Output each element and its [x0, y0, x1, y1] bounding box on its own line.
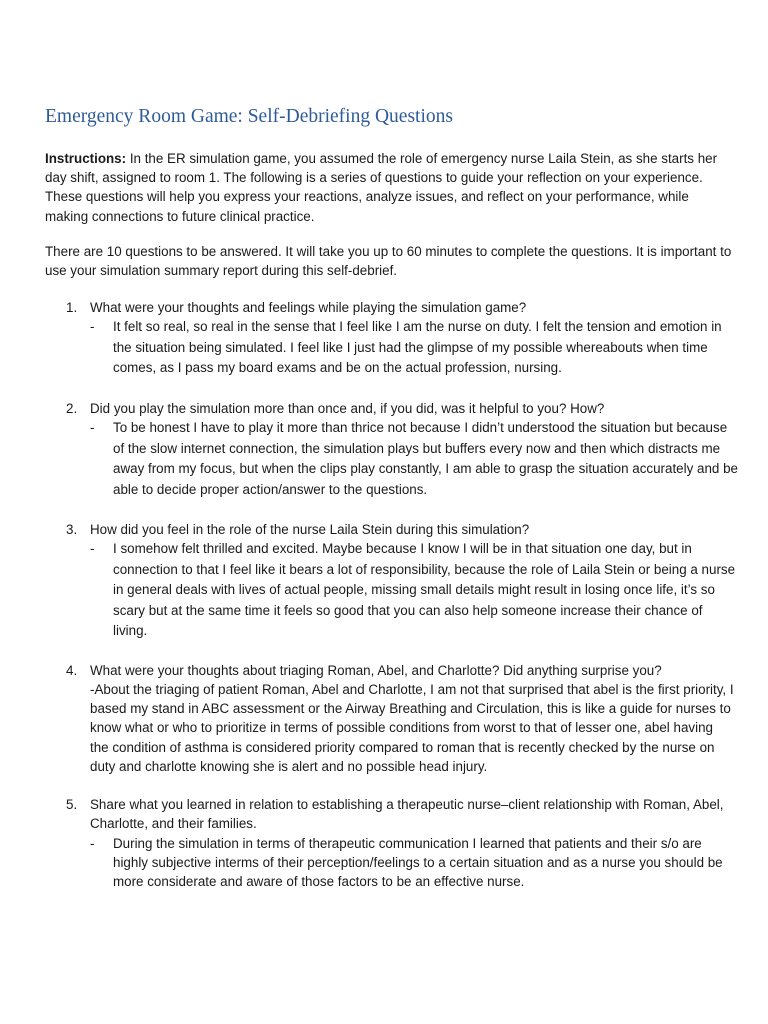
answer-marker: - — [90, 836, 95, 851]
answer-5 — [90, 834, 740, 892]
instructions-text: In the ER simulation game, you assumed the role of emergency nurse Laila Stein, as she starts her day shift, assigned to room 1. The following is a series of questions to guide your reflection on your experience. These questions will help you express your reactions, analyze issues, and reflect on your performance, while making connections to future clinical practice. — [45, 151, 718, 224]
question-text: Share what you learned in relation to establishing a therapeutic nurse–client relationship with Roman, Abel, Charlotte, and their families. — [90, 797, 724, 832]
instructions-label: Instructions: — [45, 151, 127, 166]
answer-marker: - — [90, 420, 95, 435]
answer-3 — [90, 539, 740, 642]
answer-text: It felt so real, so real in the sense that I feel like I am the nurse on duty. I felt the tension and emotion in the situation being simulated. I feel like I just had the glimpse of my possible whereabouts when time comes, as I pass my board exams and be on the actual profession, nursing. — [113, 319, 722, 375]
instructions-paragraph — [45, 149, 735, 226]
question-2 — [66, 399, 736, 418]
answer-marker: - — [90, 319, 95, 334]
question-number: 3. — [66, 522, 78, 537]
question-number: 1. — [66, 300, 78, 315]
answer-1 — [90, 317, 740, 379]
intro-paragraph: There are 10 questions to be answered. It will take you up to 60 minutes to complete the questions. It is important to use your simulation summary report during this self-debrief. — [45, 244, 732, 279]
question-5 — [66, 795, 736, 833]
answer-text: I somehow felt thrilled and excited. Maybe because I know I will be in that situation one day, but in connection to that I feel like it bears a lot of responsibility, because the role of Laila Stein or being a nurse in general deals with lives of actual people, missing small details might result in losing once life, it’s so scary but at the same time it feels so good that you can also help someone increase their chance of living. — [113, 541, 736, 638]
document-title: Emergency Room Game: Self-Debriefing Questions — [45, 106, 453, 127]
question-text: What were your thoughts and feelings while playing the simulation game? — [90, 300, 527, 315]
answer-4 — [90, 680, 735, 776]
question-3 — [66, 520, 736, 539]
question-4 — [66, 661, 736, 680]
answer-text: -About the triaging of patient Roman, Abel and Charlotte, I am not that surprised that abel is the first priority, I based my stand in ABC assessment or the Airway Breathing and Circulation, this is like a guide for nurses to know what or who to prioritize in terms of possible conditions from worst to that of lesser one, abel having the condition of asthma is considered priority compared to roman that is recently checked by the nurse on duty and charlotte knowing she is alert and no possible head injury. — [90, 682, 734, 774]
question-number: 2. — [66, 401, 78, 416]
answer-marker: - — [90, 541, 95, 556]
question-number: 5. — [66, 797, 78, 812]
question-text: How did you feel in the role of the nurse Laila Stein during this simulation? — [90, 522, 530, 537]
question-number: 4. — [66, 663, 78, 678]
question-text: What were your thoughts about triaging Roman, Abel, and Charlotte? Did anything surprise you? — [90, 663, 662, 678]
question-text: Did you play the simulation more than once and, if you did, was it helpful to you? How? — [90, 401, 605, 416]
question-1 — [66, 298, 736, 317]
answer-text: During the simulation in terms of therapeutic communication I learned that patients and their s/o are highly subjective interms of their perception/feelings to a certain situation and as a nurse you should be more considerate and aware of those factors to be an effective nurse. — [113, 836, 723, 890]
answer-2 — [90, 418, 740, 500]
answer-text: To be honest I have to play it more than thrice not because I didn’t understood the situation but because of the slow internet connection, the simulation plays but buffers every now and then which distracts me away from my focus, but when the clips play constantly, I am able to grasp the situation accurately and be able to decide proper action/answer to the questions. — [113, 420, 738, 497]
